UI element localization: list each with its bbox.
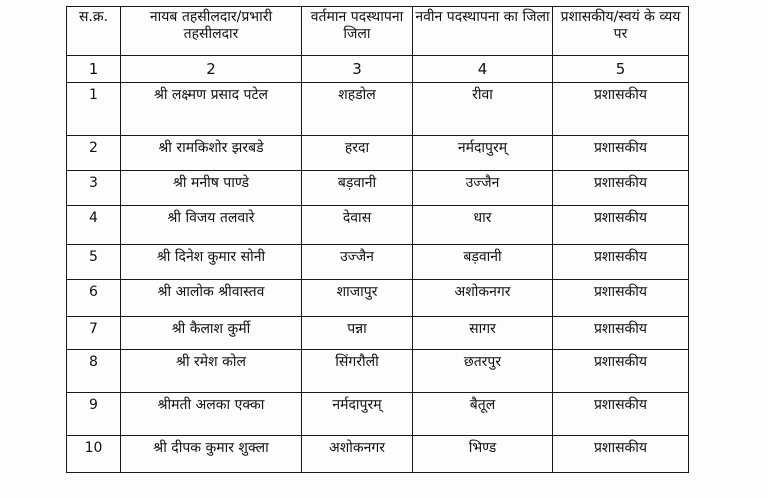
current-district-cell: अशोकनगर [302,436,413,473]
serial-number-cell: 7 [67,317,121,350]
header-current-district: वर्तमान पदस्थापना जिला [302,7,413,56]
officer-name-cell: श्री रमेश कोल [121,350,302,393]
current-district-cell: बड़वानी [302,171,413,206]
column-number: 3 [302,56,413,83]
current-district-cell: हरदा [302,136,413,171]
current-district-cell: सिंगरौली [302,350,413,393]
header-officer-name: नायब तहसीलदार/प्रभारी तहसीलदार [121,7,302,56]
table-row [67,436,689,473]
column-number: 2 [121,56,302,83]
serial-number-cell: 4 [67,206,121,245]
table-row [67,393,689,436]
posting-type-cell: प्रशासकीय [553,317,689,350]
posting-type-cell: प्रशासकीय [553,350,689,393]
posting-type-cell: प्रशासकीय [553,393,689,436]
current-district-cell: शाजापुर [302,280,413,317]
serial-number-cell: 8 [67,350,121,393]
serial-number-cell: 1 [67,83,121,136]
new-district-cell: सागर [413,317,553,350]
current-district-cell: शहडोल [302,83,413,136]
posting-type-cell: प्रशासकीय [553,436,689,473]
header-row [67,7,689,56]
column-number: 5 [553,56,689,83]
officer-name-cell: श्रीमती अलका एक्का [121,393,302,436]
posting-type-cell: प्रशासकीय [553,280,689,317]
new-district-cell: बैतूल [413,393,553,436]
table-row [67,206,689,245]
transfer-table [66,6,689,473]
new-district-cell: भिण्ड [413,436,553,473]
serial-number-cell: 5 [67,245,121,280]
new-district-cell: रीवा [413,83,553,136]
header-posting-type: प्रशासकीय/स्वयं के व्यय पर [553,7,689,56]
new-district-cell: बड़वानी [413,245,553,280]
table-row [67,317,689,350]
posting-type-cell: प्रशासकीय [553,206,689,245]
serial-number-cell: 3 [67,171,121,206]
officer-name-cell: श्री मनीष पाण्डे [121,171,302,206]
table-row [67,83,689,136]
current-district-cell: देवास [302,206,413,245]
serial-number-cell: 2 [67,136,121,171]
table-row [67,280,689,317]
officer-name-cell: श्री दिनेश कुमार सोनी [121,245,302,280]
officer-name-cell: श्री लक्ष्मण प्रसाद पटेल [121,83,302,136]
posting-type-cell: प्रशासकीय [553,83,689,136]
column-number: 1 [67,56,121,83]
table-row [67,350,689,393]
new-district-cell: छतरपुर [413,350,553,393]
serial-number-cell: 9 [67,393,121,436]
posting-type-cell: प्रशासकीय [553,136,689,171]
current-district-cell: नर्मदापुरम् [302,393,413,436]
officer-name-cell: श्री रामकिशोर झरबडे [121,136,302,171]
header-serial-number: स.क्र. [67,7,121,56]
new-district-cell: अशोकनगर [413,280,553,317]
new-district-cell: उज्जैन [413,171,553,206]
officer-name-cell: श्री कैलाश कुर्मी [121,317,302,350]
officer-name-cell: श्री आलोक श्रीवास्तव [121,280,302,317]
posting-type-cell: प्रशासकीय [553,171,689,206]
table-row [67,245,689,280]
officer-name-cell: श्री विजय तलवारे [121,206,302,245]
new-district-cell: नर्मदापुरम् [413,136,553,171]
serial-number-cell: 10 [67,436,121,473]
table-row [67,136,689,171]
column-number: 4 [413,56,553,83]
current-district-cell: उज्जैन [302,245,413,280]
column-number-row [67,56,689,83]
serial-number-cell: 6 [67,280,121,317]
header-new-district: नवीन पदस्थापना का जिला [413,7,553,56]
current-district-cell: पन्ना [302,317,413,350]
table-row [67,171,689,206]
officer-name-cell: श्री दीपक कुमार शुक्ला [121,436,302,473]
posting-type-cell: प्रशासकीय [553,245,689,280]
new-district-cell: धार [413,206,553,245]
